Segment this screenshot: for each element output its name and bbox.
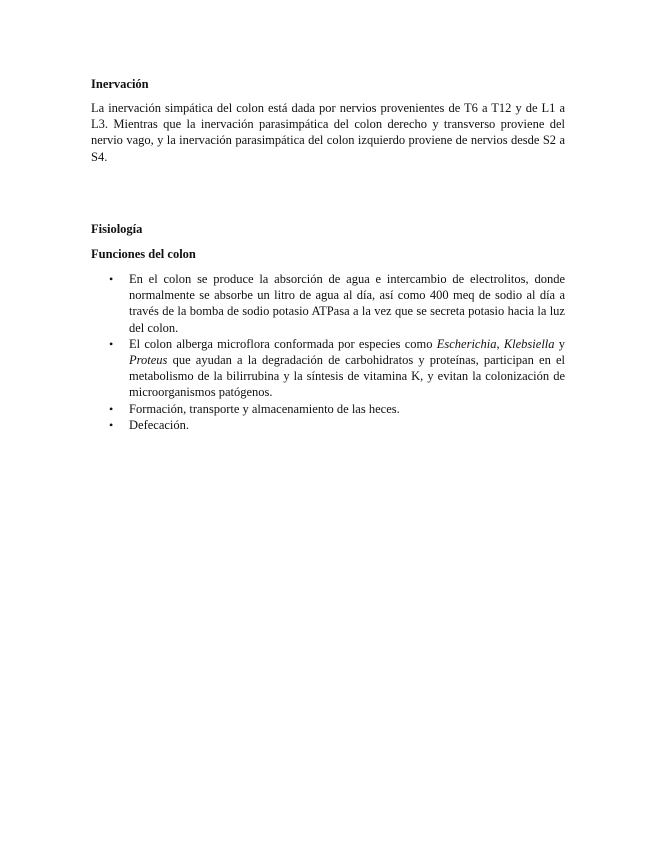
species-klebsiella: Klebsiella <box>503 336 555 351</box>
species-proteus: Proteus <box>129 353 168 368</box>
bullet-icon: • <box>109 401 114 416</box>
inervacion-heading: Inervación <box>91 77 149 91</box>
species-escherichia: Escherichia <box>436 336 497 351</box>
bullet-icon: • <box>109 272 114 286</box>
list-item <box>91 417 565 433</box>
list-item-text <box>129 337 565 400</box>
list-item <box>91 336 565 401</box>
funciones-list <box>91 271 565 433</box>
separator: y <box>554 336 566 351</box>
inervacion-paragraph: La inervación simpática del colon está dada por nervios provenientes de T6 a T12 y de L1 a L3. Mientras que la inervación parasimpática del colon derecho y transverso proviene del nervio vago, y la inervación parasimpática del colon izquierdo proviene de nervios desde S2 a S4. <box>91 101 565 164</box>
funciones-heading: Funciones del colon <box>91 247 196 261</box>
list-item <box>91 401 565 417</box>
list-item-text-part: El colon alberga microflora conformada por especies como <box>129 336 437 351</box>
fisiologia-heading: Fisiología <box>91 222 143 236</box>
bullet-icon: • <box>109 417 114 432</box>
bullet-icon: • <box>109 336 114 351</box>
list-item <box>91 271 565 336</box>
list-item-text: Formación, transporte y almacenamiento de las heces. <box>129 401 400 416</box>
list-item-text: En el colon se produce la absorción de agua e intercambio de electrolitos, donde normalmente se absorbe un litro de agua al día, así como 400 meq de sodio al día a través de la bomba de sodio potasio ATPasa a la vez que se secreta potasio hacia la luz del colon. <box>129 272 565 335</box>
list-item-text: Defecación. <box>129 417 190 432</box>
list-item-text-part: que ayudan a la degradación de carbohidratos y proteínas, participan en el metabolismo de la bilirrubina y la síntesis de vitamina K, y evitan la colonización de microorganismos patógenos. <box>129 353 565 400</box>
separator: , <box>496 336 504 351</box>
